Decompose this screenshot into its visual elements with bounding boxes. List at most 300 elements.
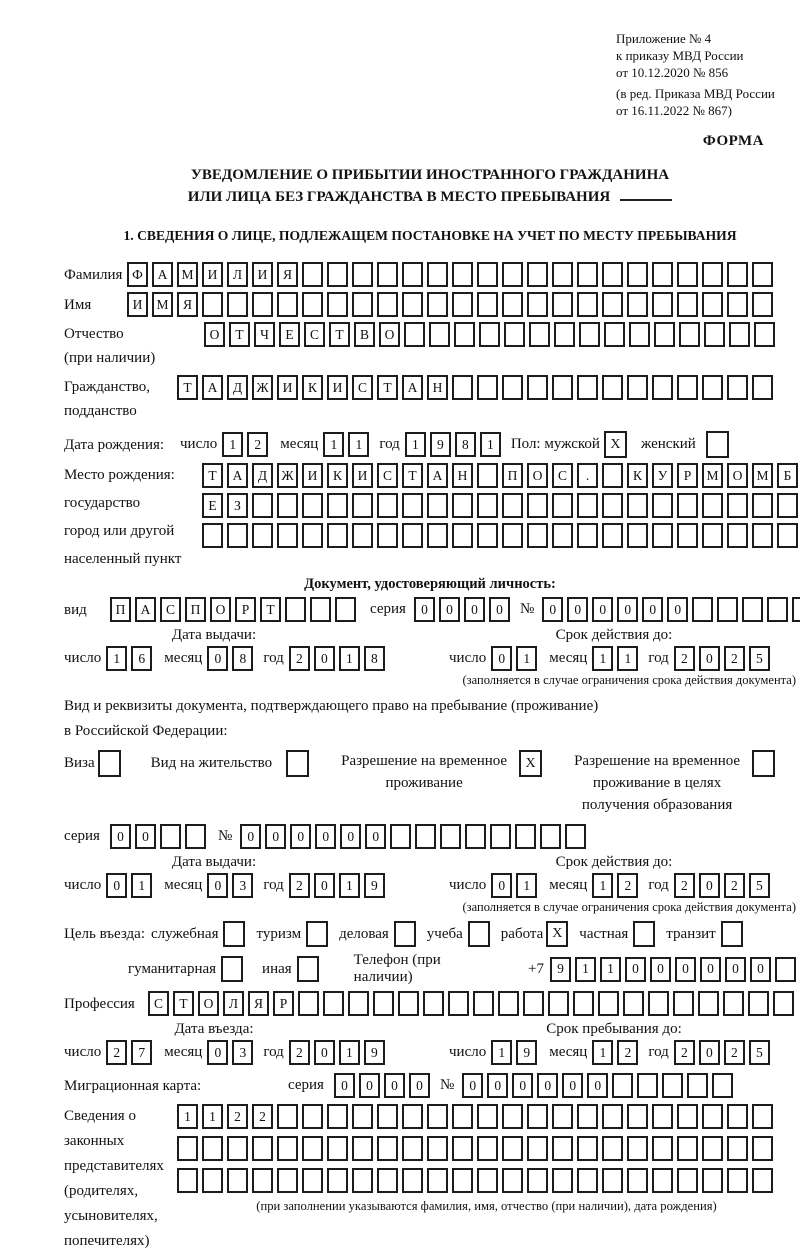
char-cell[interactable]: Б — [777, 463, 798, 488]
char-cell[interactable]: 9 — [516, 1040, 537, 1065]
char-cell[interactable]: П — [502, 463, 523, 488]
char-cell[interactable] — [277, 1104, 298, 1129]
char-cell[interactable] — [748, 991, 769, 1016]
char-cell[interactable]: О — [727, 463, 748, 488]
char-cell[interactable]: К — [302, 375, 323, 400]
char-cell[interactable]: У — [652, 463, 673, 488]
commercial-checkbox[interactable] — [394, 921, 416, 947]
char-cell[interactable]: 0 — [491, 646, 512, 671]
char-cell[interactable]: 0 — [207, 873, 228, 898]
char-cell[interactable] — [602, 523, 623, 548]
char-cell[interactable] — [577, 292, 598, 317]
char-cell[interactable] — [698, 991, 719, 1016]
char-cell[interactable] — [302, 1104, 323, 1129]
char-cell[interactable] — [227, 1168, 248, 1193]
char-cell[interactable] — [777, 493, 798, 518]
char-cell[interactable] — [377, 523, 398, 548]
char-cell[interactable] — [404, 322, 425, 347]
char-cell[interactable]: 0 — [699, 1040, 720, 1065]
char-cell[interactable] — [677, 292, 698, 317]
char-cell[interactable] — [602, 292, 623, 317]
char-cell[interactable] — [427, 523, 448, 548]
char-cell[interactable]: 0 — [512, 1073, 533, 1098]
char-cell[interactable] — [652, 1136, 673, 1161]
char-cell[interactable] — [652, 493, 673, 518]
char-cell[interactable] — [627, 1104, 648, 1129]
char-cell[interactable] — [454, 322, 475, 347]
char-cell[interactable]: 0 — [699, 646, 720, 671]
char-cell[interactable]: А — [227, 463, 248, 488]
char-cell[interactable]: Т — [260, 597, 281, 622]
char-cell[interactable] — [752, 493, 773, 518]
char-cell[interactable] — [552, 523, 573, 548]
char-cell[interactable] — [552, 493, 573, 518]
char-cell[interactable] — [552, 1136, 573, 1161]
char-cell[interactable]: 3 — [232, 873, 253, 898]
char-cell[interactable]: 2 — [106, 1040, 127, 1065]
business-checkbox[interactable] — [223, 921, 245, 947]
char-cell[interactable] — [352, 262, 373, 287]
char-cell[interactable] — [477, 463, 498, 488]
char-cell[interactable]: 0 — [409, 1073, 430, 1098]
char-cell[interactable] — [323, 991, 344, 1016]
char-cell[interactable]: О — [198, 991, 219, 1016]
char-cell[interactable]: Я — [248, 991, 269, 1016]
char-cell[interactable]: 0 — [487, 1073, 508, 1098]
char-cell[interactable] — [302, 292, 323, 317]
char-cell[interactable] — [677, 1168, 698, 1193]
char-cell[interactable] — [702, 292, 723, 317]
char-cell[interactable]: 0 — [414, 597, 435, 622]
char-cell[interactable] — [377, 262, 398, 287]
char-cell[interactable] — [402, 1136, 423, 1161]
char-cell[interactable] — [377, 1104, 398, 1129]
char-cell[interactable] — [402, 262, 423, 287]
char-cell[interactable]: Т — [177, 375, 198, 400]
char-cell[interactable]: 1 — [405, 432, 426, 457]
char-cell[interactable] — [202, 1168, 223, 1193]
char-cell[interactable]: З — [227, 493, 248, 518]
char-cell[interactable] — [577, 375, 598, 400]
char-cell[interactable]: 0 — [642, 597, 663, 622]
char-cell[interactable] — [677, 375, 698, 400]
char-cell[interactable] — [502, 1136, 523, 1161]
char-cell[interactable] — [604, 322, 625, 347]
char-cell[interactable] — [527, 493, 548, 518]
char-cell[interactable] — [692, 597, 713, 622]
char-cell[interactable] — [252, 1168, 273, 1193]
char-cell[interactable]: О — [379, 322, 400, 347]
char-cell[interactable] — [277, 493, 298, 518]
char-cell[interactable] — [527, 375, 548, 400]
char-cell[interactable]: 8 — [232, 646, 253, 671]
char-cell[interactable] — [727, 493, 748, 518]
char-cell[interactable]: А — [152, 262, 173, 287]
char-cell[interactable]: Н — [427, 375, 448, 400]
char-cell[interactable] — [677, 493, 698, 518]
char-cell[interactable] — [477, 493, 498, 518]
char-cell[interactable] — [302, 262, 323, 287]
char-cell[interactable] — [402, 1168, 423, 1193]
char-cell[interactable] — [185, 824, 206, 849]
char-cell[interactable] — [552, 292, 573, 317]
char-cell[interactable]: П — [185, 597, 206, 622]
char-cell[interactable]: 0 — [592, 597, 613, 622]
char-cell[interactable] — [477, 292, 498, 317]
char-cell[interactable]: 0 — [439, 597, 460, 622]
char-cell[interactable]: 2 — [289, 646, 310, 671]
work-checkbox[interactable]: X — [546, 921, 568, 947]
char-cell[interactable]: С — [160, 597, 181, 622]
char-cell[interactable]: О — [210, 597, 231, 622]
char-cell[interactable] — [502, 523, 523, 548]
char-cell[interactable] — [577, 523, 598, 548]
char-cell[interactable] — [527, 1136, 548, 1161]
char-cell[interactable]: 0 — [359, 1073, 380, 1098]
char-cell[interactable] — [602, 1136, 623, 1161]
char-cell[interactable] — [654, 322, 675, 347]
char-cell[interactable] — [398, 991, 419, 1016]
char-cell[interactable] — [602, 375, 623, 400]
char-cell[interactable] — [727, 375, 748, 400]
char-cell[interactable] — [452, 493, 473, 518]
char-cell[interactable]: 1 — [617, 646, 638, 671]
char-cell[interactable] — [598, 991, 619, 1016]
char-cell[interactable] — [352, 1168, 373, 1193]
char-cell[interactable] — [452, 375, 473, 400]
char-cell[interactable] — [679, 322, 700, 347]
char-cell[interactable] — [302, 523, 323, 548]
char-cell[interactable] — [252, 523, 273, 548]
char-cell[interactable]: 6 — [131, 646, 152, 671]
char-cell[interactable] — [515, 824, 536, 849]
char-cell[interactable]: К — [627, 463, 648, 488]
char-cell[interactable]: 9 — [550, 957, 571, 982]
char-cell[interactable] — [677, 1136, 698, 1161]
char-cell[interactable] — [573, 991, 594, 1016]
char-cell[interactable]: 2 — [289, 1040, 310, 1065]
char-cell[interactable] — [729, 322, 750, 347]
char-cell[interactable] — [602, 262, 623, 287]
char-cell[interactable]: 0 — [290, 824, 311, 849]
char-cell[interactable]: М — [177, 262, 198, 287]
private-checkbox[interactable] — [633, 921, 655, 947]
char-cell[interactable]: Р — [235, 597, 256, 622]
char-cell[interactable] — [504, 322, 525, 347]
char-cell[interactable] — [402, 523, 423, 548]
char-cell[interactable] — [377, 493, 398, 518]
char-cell[interactable]: 0 — [464, 597, 485, 622]
char-cell[interactable] — [712, 1073, 733, 1098]
char-cell[interactable]: Л — [227, 262, 248, 287]
char-cell[interactable]: М — [702, 463, 723, 488]
char-cell[interactable] — [752, 523, 773, 548]
char-cell[interactable] — [477, 262, 498, 287]
char-cell[interactable]: 2 — [674, 646, 695, 671]
visa-checkbox[interactable] — [98, 750, 121, 777]
char-cell[interactable] — [702, 1136, 723, 1161]
char-cell[interactable]: 0 — [365, 824, 386, 849]
char-cell[interactable] — [752, 375, 773, 400]
char-cell[interactable] — [352, 1104, 373, 1129]
char-cell[interactable] — [702, 1104, 723, 1129]
char-cell[interactable] — [627, 523, 648, 548]
char-cell[interactable] — [452, 1136, 473, 1161]
char-cell[interactable] — [502, 493, 523, 518]
char-cell[interactable] — [548, 991, 569, 1016]
char-cell[interactable] — [702, 493, 723, 518]
char-cell[interactable] — [552, 262, 573, 287]
char-cell[interactable] — [160, 824, 181, 849]
sex-female-checkbox[interactable] — [706, 431, 729, 458]
char-cell[interactable]: И — [277, 375, 298, 400]
char-cell[interactable] — [427, 1168, 448, 1193]
char-cell[interactable]: Е — [202, 493, 223, 518]
char-cell[interactable]: 0 — [207, 1040, 228, 1065]
char-cell[interactable]: 1 — [516, 646, 537, 671]
char-cell[interactable] — [327, 1168, 348, 1193]
char-cell[interactable] — [602, 463, 623, 488]
char-cell[interactable]: 0 — [617, 597, 638, 622]
char-cell[interactable]: А — [135, 597, 156, 622]
char-cell[interactable]: 1 — [339, 873, 360, 898]
char-cell[interactable] — [427, 1104, 448, 1129]
char-cell[interactable]: 0 — [650, 957, 671, 982]
char-cell[interactable]: С — [377, 463, 398, 488]
char-cell[interactable]: Е — [279, 322, 300, 347]
char-cell[interactable]: Я — [277, 262, 298, 287]
char-cell[interactable] — [352, 1136, 373, 1161]
char-cell[interactable] — [702, 375, 723, 400]
char-cell[interactable]: 8 — [364, 646, 385, 671]
char-cell[interactable] — [477, 375, 498, 400]
char-cell[interactable] — [502, 262, 523, 287]
char-cell[interactable] — [202, 1136, 223, 1161]
char-cell[interactable] — [723, 991, 744, 1016]
char-cell[interactable] — [327, 262, 348, 287]
char-cell[interactable]: 0 — [207, 646, 228, 671]
char-cell[interactable]: Ф — [127, 262, 148, 287]
char-cell[interactable] — [579, 322, 600, 347]
char-cell[interactable] — [792, 597, 800, 622]
char-cell[interactable]: 0 — [750, 957, 771, 982]
char-cell[interactable] — [502, 292, 523, 317]
char-cell[interactable] — [277, 1168, 298, 1193]
char-cell[interactable] — [277, 1136, 298, 1161]
char-cell[interactable] — [327, 493, 348, 518]
char-cell[interactable]: 2 — [617, 873, 638, 898]
char-cell[interactable] — [423, 991, 444, 1016]
char-cell[interactable] — [477, 1168, 498, 1193]
char-cell[interactable] — [677, 523, 698, 548]
char-cell[interactable]: 0 — [315, 824, 336, 849]
char-cell[interactable]: 2 — [724, 873, 745, 898]
char-cell[interactable]: 0 — [462, 1073, 483, 1098]
char-cell[interactable] — [727, 523, 748, 548]
char-cell[interactable] — [727, 1136, 748, 1161]
char-cell[interactable] — [402, 1104, 423, 1129]
char-cell[interactable] — [427, 1136, 448, 1161]
char-cell[interactable] — [629, 322, 650, 347]
study-checkbox[interactable] — [468, 921, 490, 947]
char-cell[interactable] — [627, 493, 648, 518]
char-cell[interactable] — [452, 292, 473, 317]
tourism-checkbox[interactable] — [306, 921, 328, 947]
char-cell[interactable]: 9 — [364, 873, 385, 898]
char-cell[interactable] — [177, 1136, 198, 1161]
char-cell[interactable]: Р — [273, 991, 294, 1016]
char-cell[interactable] — [727, 1104, 748, 1129]
char-cell[interactable] — [627, 292, 648, 317]
char-cell[interactable]: 5 — [749, 873, 770, 898]
char-cell[interactable]: 0 — [110, 824, 131, 849]
char-cell[interactable]: 0 — [240, 824, 261, 849]
char-cell[interactable] — [402, 493, 423, 518]
char-cell[interactable] — [687, 1073, 708, 1098]
char-cell[interactable]: 1 — [348, 432, 369, 457]
char-cell[interactable] — [327, 523, 348, 548]
char-cell[interactable]: . — [577, 463, 598, 488]
char-cell[interactable]: 0 — [699, 873, 720, 898]
char-cell[interactable]: 0 — [537, 1073, 558, 1098]
char-cell[interactable]: М — [752, 463, 773, 488]
char-cell[interactable]: Я — [177, 292, 198, 317]
char-cell[interactable]: 0 — [489, 597, 510, 622]
char-cell[interactable]: 0 — [314, 646, 335, 671]
char-cell[interactable] — [227, 292, 248, 317]
char-cell[interactable]: И — [352, 463, 373, 488]
char-cell[interactable] — [752, 1104, 773, 1129]
char-cell[interactable] — [527, 262, 548, 287]
char-cell[interactable] — [479, 322, 500, 347]
char-cell[interactable] — [677, 262, 698, 287]
char-cell[interactable] — [477, 1104, 498, 1129]
char-cell[interactable]: Т — [229, 322, 250, 347]
char-cell[interactable] — [752, 1136, 773, 1161]
char-cell[interactable] — [652, 1168, 673, 1193]
char-cell[interactable]: А — [427, 463, 448, 488]
char-cell[interactable] — [352, 493, 373, 518]
char-cell[interactable]: 0 — [491, 873, 512, 898]
char-cell[interactable]: 0 — [587, 1073, 608, 1098]
char-cell[interactable]: В — [354, 322, 375, 347]
char-cell[interactable] — [752, 292, 773, 317]
char-cell[interactable] — [677, 1104, 698, 1129]
char-cell[interactable]: 2 — [617, 1040, 638, 1065]
char-cell[interactable]: И — [202, 262, 223, 287]
char-cell[interactable] — [577, 1104, 598, 1129]
char-cell[interactable]: Ж — [252, 375, 273, 400]
char-cell[interactable] — [502, 1168, 523, 1193]
char-cell[interactable]: Ж — [277, 463, 298, 488]
char-cell[interactable]: П — [110, 597, 131, 622]
char-cell[interactable] — [752, 262, 773, 287]
char-cell[interactable]: 1 — [480, 432, 501, 457]
char-cell[interactable] — [552, 1168, 573, 1193]
char-cell[interactable]: 1 — [516, 873, 537, 898]
char-cell[interactable]: О — [204, 322, 225, 347]
char-cell[interactable] — [477, 1136, 498, 1161]
char-cell[interactable] — [527, 1168, 548, 1193]
char-cell[interactable]: 5 — [749, 1040, 770, 1065]
char-cell[interactable] — [427, 493, 448, 518]
char-cell[interactable] — [527, 1104, 548, 1129]
char-cell[interactable]: Д — [227, 375, 248, 400]
char-cell[interactable] — [702, 523, 723, 548]
char-cell[interactable] — [652, 292, 673, 317]
edu-permit-checkbox[interactable] — [752, 750, 775, 777]
char-cell[interactable] — [377, 1136, 398, 1161]
char-cell[interactable]: И — [252, 262, 273, 287]
humanitarian-checkbox[interactable] — [221, 956, 243, 982]
char-cell[interactable]: А — [202, 375, 223, 400]
char-cell[interactable] — [502, 375, 523, 400]
char-cell[interactable] — [602, 493, 623, 518]
char-cell[interactable]: С — [552, 463, 573, 488]
char-cell[interactable] — [529, 322, 550, 347]
char-cell[interactable] — [452, 1104, 473, 1129]
char-cell[interactable] — [490, 824, 511, 849]
char-cell[interactable]: 2 — [724, 646, 745, 671]
char-cell[interactable] — [627, 262, 648, 287]
char-cell[interactable]: Т — [202, 463, 223, 488]
char-cell[interactable] — [652, 1104, 673, 1129]
char-cell[interactable] — [440, 824, 461, 849]
char-cell[interactable]: К — [327, 463, 348, 488]
char-cell[interactable] — [648, 991, 669, 1016]
char-cell[interactable]: 1 — [592, 646, 613, 671]
char-cell[interactable] — [767, 597, 788, 622]
char-cell[interactable]: И — [327, 375, 348, 400]
char-cell[interactable] — [775, 957, 796, 982]
char-cell[interactable] — [565, 824, 586, 849]
char-cell[interactable] — [390, 824, 411, 849]
char-cell[interactable] — [527, 292, 548, 317]
char-cell[interactable] — [704, 322, 725, 347]
char-cell[interactable]: 0 — [567, 597, 588, 622]
char-cell[interactable] — [673, 991, 694, 1016]
char-cell[interactable] — [202, 523, 223, 548]
char-cell[interactable] — [377, 1168, 398, 1193]
char-cell[interactable]: 0 — [384, 1073, 405, 1098]
char-cell[interactable] — [465, 824, 486, 849]
char-cell[interactable] — [252, 1136, 273, 1161]
char-cell[interactable] — [554, 322, 575, 347]
char-cell[interactable]: 0 — [265, 824, 286, 849]
char-cell[interactable]: 1 — [600, 957, 621, 982]
char-cell[interactable] — [302, 1136, 323, 1161]
char-cell[interactable]: 2 — [724, 1040, 745, 1065]
char-cell[interactable] — [298, 991, 319, 1016]
char-cell[interactable] — [452, 262, 473, 287]
char-cell[interactable] — [702, 1168, 723, 1193]
char-cell[interactable]: С — [304, 322, 325, 347]
char-cell[interactable]: 2 — [227, 1104, 248, 1129]
char-cell[interactable] — [612, 1073, 633, 1098]
char-cell[interactable]: 2 — [674, 1040, 695, 1065]
char-cell[interactable]: 1 — [575, 957, 596, 982]
char-cell[interactable]: А — [402, 375, 423, 400]
char-cell[interactable] — [773, 991, 794, 1016]
temp-permit-checkbox[interactable]: X — [519, 750, 542, 777]
char-cell[interactable] — [452, 523, 473, 548]
char-cell[interactable]: 1 — [491, 1040, 512, 1065]
char-cell[interactable]: Д — [252, 463, 273, 488]
char-cell[interactable]: 1 — [592, 873, 613, 898]
char-cell[interactable]: С — [148, 991, 169, 1016]
char-cell[interactable] — [752, 1168, 773, 1193]
char-cell[interactable]: 1 — [131, 873, 152, 898]
